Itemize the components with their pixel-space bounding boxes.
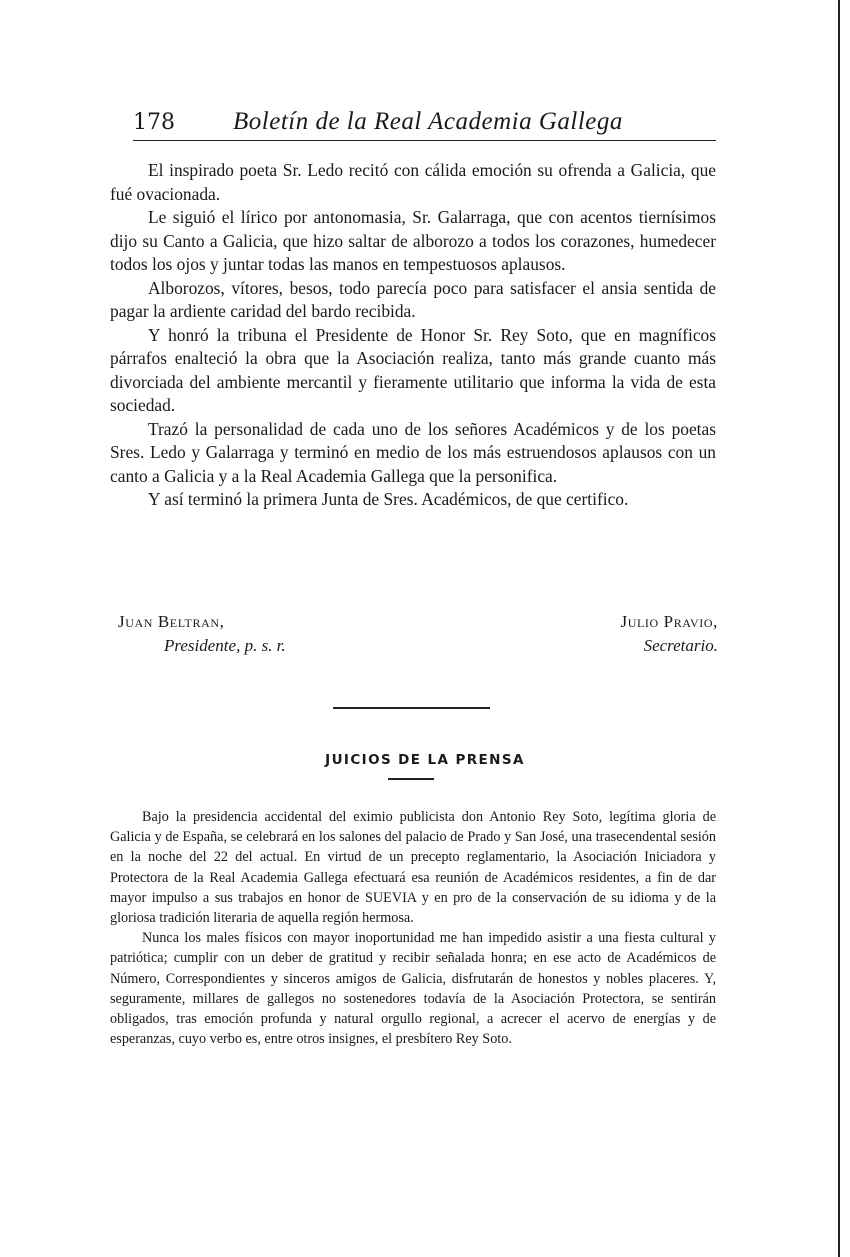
body-paragraph: Le siguió el lírico por antonomasia, Sr. Galarraga, que con acentos tiernísimos dijo su Canto a Galicia, que hizo saltar de alborozo a todos los corazones, humedecer todos los ojos y juntar todas las manos en tempestuosos aplausos. [110, 207, 716, 274]
president-signature [118, 610, 286, 658]
body-paragraph: Y honró la tribuna el Presidente de Honor Sr. Rey Soto, que en magníficos párrafos enalteció la obra que la Asociación realiza, tanto más grande cuanto más divorciada del ambiente mercantil y fieramente utilitario que informa la vida de esta sociedad. [110, 324, 716, 415]
press-paragraph: Nunca los males físicos con mayor inoportunidad me han impedido asistir a una fiesta cultural y patriótica; cumplir con un deber de gratitud y recibir señalada honra; en ese acto de Académicos de Número, Correspondientes y sinceros amigos de Galicia, disfrutarán de honestos y nobles placeres. Y, seguramente, millares de gallegos no sostenedores todavía de la Asociación Protectora, se sentirán obligados, tras emoción profunda y natural orgullo regional, a acrecer el acervo de energías y de esperanzas, cuyo verbo es, entre otros insignes, el presbítero Rey Soto. [110, 930, 716, 1048]
president-name: Juan Beltran, [118, 612, 225, 631]
section-title: JUICIOS DE LA PRENSA [325, 752, 525, 768]
secretary-role: Secretario. [643, 636, 718, 655]
body-paragraph: Y así terminó la primera Junta de Sres. Académicos, de que certifico. [148, 489, 629, 509]
secretary-signature [621, 610, 718, 658]
section-divider [333, 707, 490, 709]
running-header [133, 104, 716, 141]
secretary-name: Julio Pravio, [620, 612, 718, 631]
president-role: Presidente, p. s. r. [164, 636, 286, 655]
body-paragraph: Trazó la personalidad de cada uno de los señores Académicos y de los poetas Sres. Ledo y Galarraga y terminó en medio de los más estruendosos aplausos con un canto a Galicia y a la Real Academia Gallega que la personifica. [110, 418, 716, 486]
body-paragraph: El inspirado poeta Sr. Ledo recitó con cálida emoción su ofrenda a Galicia, que fué ovacionada. [110, 160, 716, 204]
page-number: 178 [133, 110, 175, 135]
signature-block [118, 610, 718, 660]
press-paragraph: Bajo la presidencia accidental del eximio publicista don Antonio Rey Soto, legítima gloria de Galicia y de España, se celebrará en los salones del palacio de Prado y San José, una trasecendental sesión en la noche del 22 del actual. En virtud de un precepto reglamentario, la Asociación Iniciadora y Protectora de la Real Academia Gallega efectuará esa reunión de Académicos residentes, a fin de dar mayor impulso a sus trabajos en honor de SUEVIA y en pro de la conservación de su idioma y de la gloriosa tradición literaria de aquella región hermosa. [110, 809, 716, 927]
page-edge-line [838, 0, 840, 1257]
journal-title: Boletín de la Real Academia Gallega [233, 108, 623, 135]
title-underline [388, 778, 434, 780]
body-paragraph: Alborozos, vítores, besos, todo parecía poco para satisfacer el ansia sentida de pagar la ardiente caridad del bardo recibida. [110, 277, 716, 321]
minutes-text [110, 159, 716, 512]
press-text [110, 807, 716, 1049]
